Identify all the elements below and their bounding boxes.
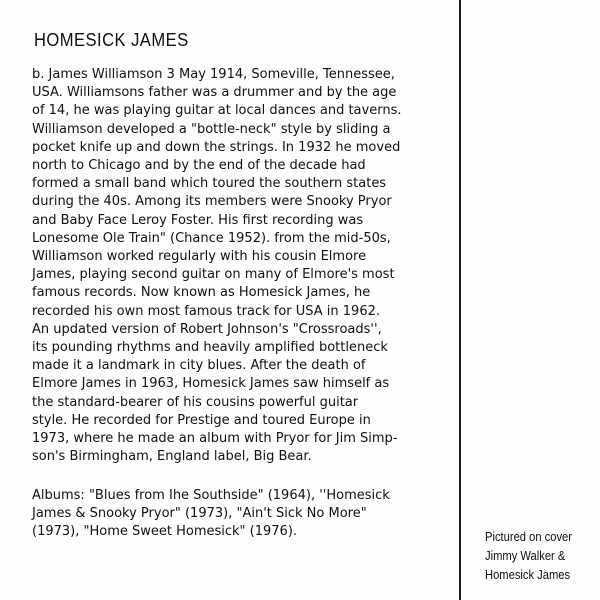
albums-text: [32, 487, 444, 542]
bio-line: of 14, he was playing guitar at local dances and taverns.: [32, 103, 402, 119]
bio-line: recorded his own most famous track for USA in 1962.: [32, 303, 381, 319]
bio-line: formed a small band which toured the southern states: [32, 176, 387, 192]
column-divider: [459, 0, 461, 600]
albums-line: Albums: "Blues from Ihe Southside" (1964), ''Homesick: [32, 488, 390, 503]
bio-line: famous records. Now known as Homesick James, he: [32, 285, 371, 301]
bio-line: Lonesome Ole Train" (Chance 1952). from the mid-50s,: [32, 230, 391, 246]
bio-line: north to Chicago and by the end of the decade had: [32, 158, 366, 174]
page-title: HOMESICK JAMES: [34, 30, 189, 50]
bio-line: Williamson developed a "bottle-neck" style by sliding a: [32, 121, 391, 137]
bio-line: the standard-bearer of his cousins powerful guitar: [32, 394, 359, 410]
bio-line: made it a landmark in city blues. After the death of: [32, 358, 366, 374]
cover-caption: [485, 527, 580, 584]
bio-line: b. James Williamson 3 May 1914, Someville, Tennessee,: [32, 67, 395, 82]
bio-line: An updated version of Robert Johnson's "Crossroads'',: [32, 321, 382, 337]
bio-line: style. He recorded for Prestige and toured Europe in: [32, 412, 371, 428]
bio-line: son's Birmingham, England label, Big Bear.: [32, 449, 312, 465]
bio-line: its pounding rhythms and heavily amplified bottleneck: [32, 340, 388, 356]
albums-line: James & Snooky Pryor" (1973), "Ain't Sick No More": [32, 506, 367, 522]
bio-line: Elmore James in 1963, Homesick James saw himself as: [32, 376, 390, 392]
caption-line: Homesick James: [485, 567, 571, 582]
bio-line: 1973, where he made an album with Pryor for Jim Simp-: [32, 431, 398, 447]
bio-line: pocket knife up and down the strings. In 1932 he moved: [32, 139, 401, 155]
bio-line: USA. Williamsons father was a drummer and by the age: [32, 85, 397, 101]
bio-line: during the 40s. Among its members were Snooky Pryor: [32, 194, 392, 210]
caption-line: Jimmy Walker &: [485, 548, 566, 563]
bio-line: Williamson worked regularly with his cousin Elmore: [32, 249, 367, 265]
bio-line: and Baby Face Leroy Foster. His first recording was: [32, 212, 364, 228]
caption-line: Pictured on cover: [485, 529, 573, 544]
biography-text: [32, 66, 444, 466]
bio-line: James, playing second guitar on many of Elmore's most: [32, 267, 395, 283]
albums-line: (1973), "Home Sweet Homesick" (1976).: [32, 524, 298, 540]
